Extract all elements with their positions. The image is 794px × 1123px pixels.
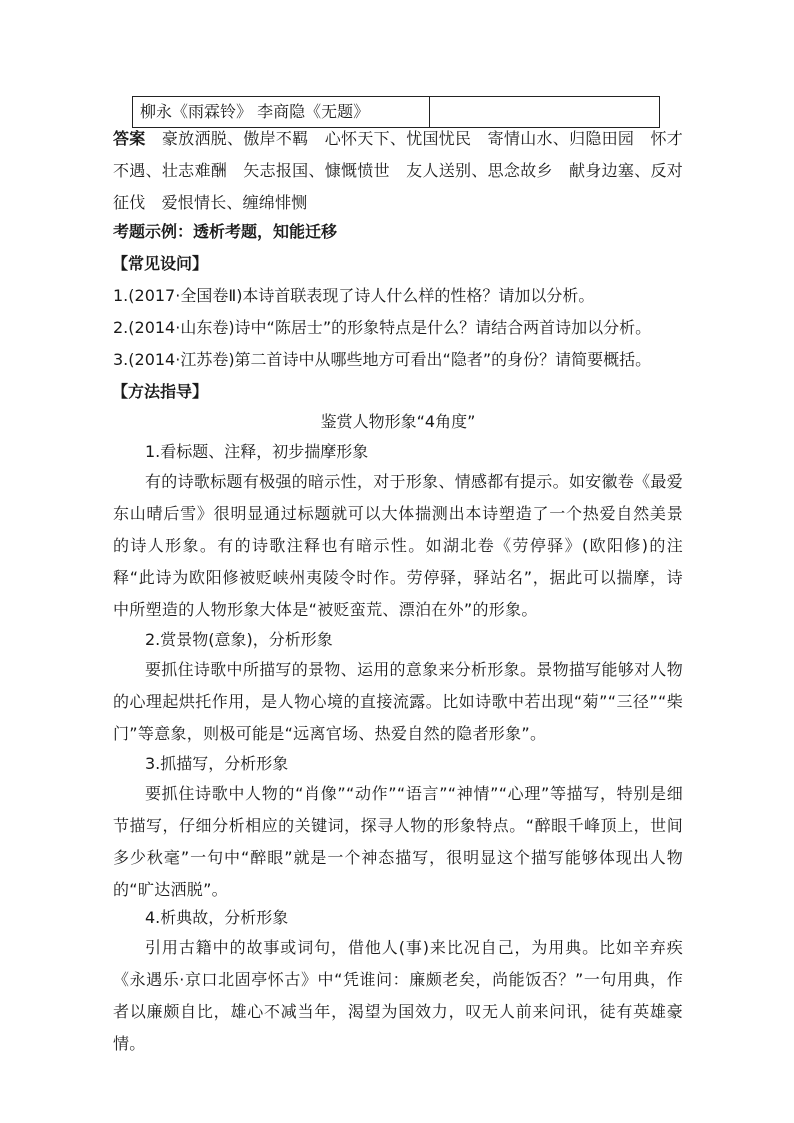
question-item-2: 2.(2014·山东卷)诗中“陈居士”的形象特点是什么？请结合两首诗加以分析。: [113, 318, 652, 337]
common-questions-heading: 【常见设问】: [112, 254, 209, 273]
answer-paragraph: [113, 123, 683, 219]
section-3-heading: 3.抓描写，分析形象: [145, 754, 289, 773]
section-4-body: 引用古籍中的故事或词句，借他人(事)来比况自己，为用典。比如辛弃疾《永遇乐·京口北固亭怀古》中“凭谁问：廉颇老矣，尚能饭否？”一句用典，作者以廉颇自比，雄心不减当年，渴望为国效力，叹无人前来问讯，徒有英雄豪情。: [113, 938, 683, 1053]
section-2-body: 要抓住诗歌中所描写的景物、运用的意象来分析形象。景物描写能够对人物的心理起烘托作用，是人物心境的直接流露。比如诗歌中若出现“菊”“三径”“柴门”等意象，则极可能是“远离官场、热爱自然的隐者形象”。: [113, 660, 683, 743]
question-item-1: 1.(2017·全国卷Ⅱ)本诗首联表现了诗人什么样的性格？请加以分析。: [113, 286, 595, 305]
answer-label: 答案: [113, 129, 146, 148]
section-4-heading: 4.析典故，分析形象: [145, 908, 289, 927]
section-1-body: 有的诗歌标题有极强的暗示性，对于形象、情感都有提示。如安徽卷《最爱东山晴后雪》很明显通过标题就可以大体揣测出本诗塑造了一个热爱自然美景的诗人形象。有的诗歌注释也有暗示性。如湖北卷《劳停驿》(欧阳修)的注释“此诗为欧阳修被贬峡州夷陵令时作。劳停驿，驿站名”，据此可以揣摩，诗中所塑造的人物形象大体是“被贬蛮荒、漂泊在外”的形象。: [113, 472, 683, 619]
method-heading: 【方法指导】: [112, 382, 209, 401]
example-heading: 考题示例：透析考题，知能迁移: [113, 222, 338, 241]
section-2-heading: 2.赏景物(意象)，分析形象: [145, 630, 333, 649]
question-item-3: 3.(2014·江苏卷)第二首诗中从哪些地方可看出“隐者”的身份？请简要概括。: [113, 350, 652, 369]
section-1-heading: 1.看标题、注释，初步揣摩形象: [145, 442, 369, 461]
method-title: 鉴赏人物形象“4角度”: [320, 412, 476, 431]
section-3-body: 要抓住诗歌中人物的“肖像”“动作”“语言”“神情”“心理”等描写，特别是细节描写，仔细分析相应的关键词，探寻人物的形象特点。“醉眼千峰顶上，世间多少秋毫”一句中“醉眼”就是一个神态描写，很明显这个描写能够体现出人物的“旷达洒脱”。: [113, 784, 683, 899]
answer-text: 豪放洒脱、傲岸不羁 心怀天下、忧国忧民 寄情山水、归隐田园 怀才不遇、壮志难酬 矢志报国、慷慨愤世 友人送别、思念故乡 献身边塞、反对征伐 爱恨情长、缠绵悱恻: [113, 129, 683, 212]
table-cell-poems: 柳永《雨霖铃》 李商隐《无题》: [133, 97, 430, 127]
